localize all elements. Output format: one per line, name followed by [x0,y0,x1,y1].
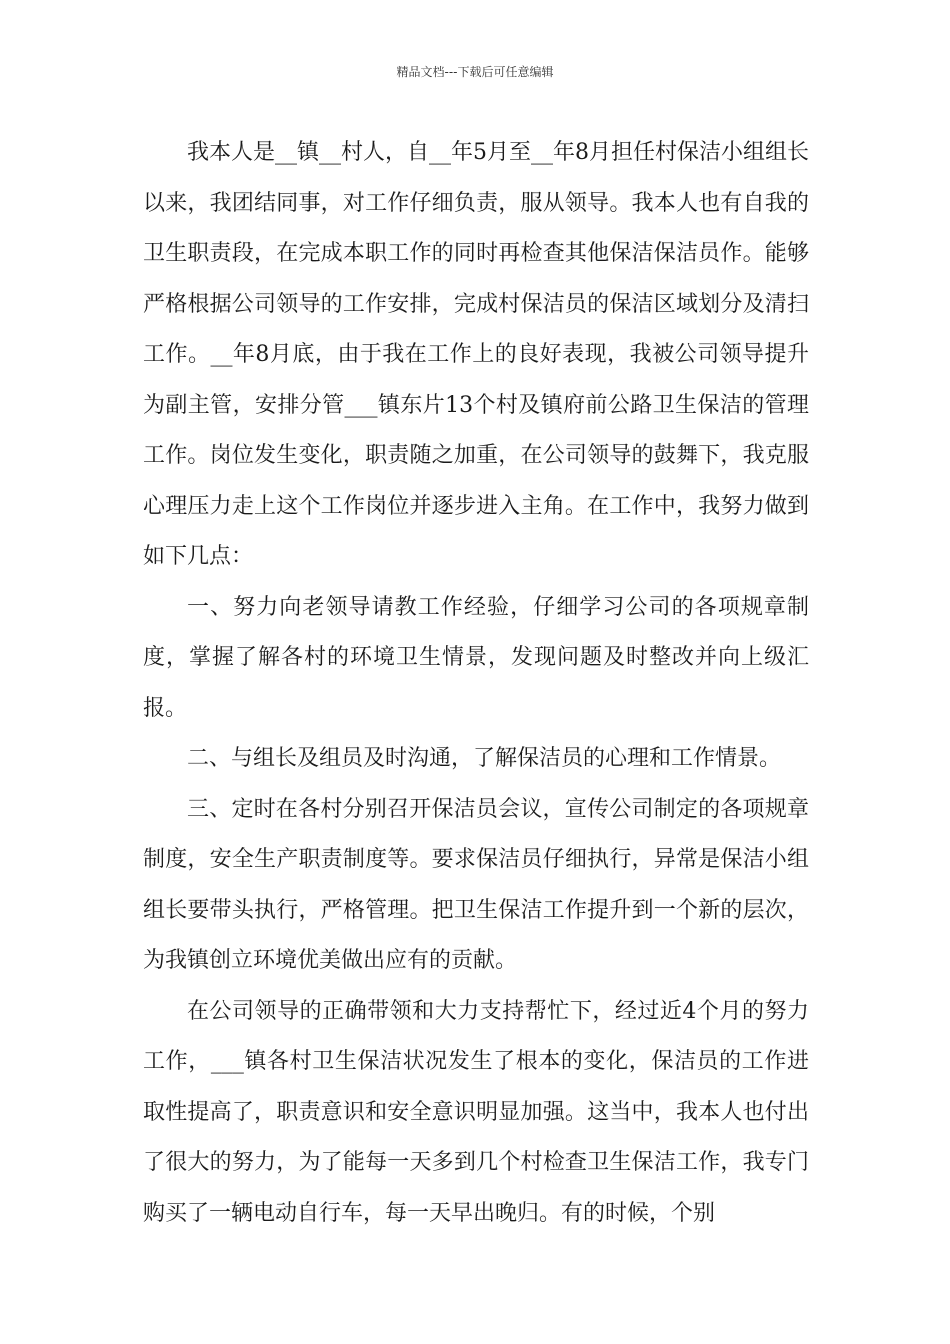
document-body [143,128,809,1239]
paragraph-point-one: 一、努力向老领导请教工作经验，仔细学习公司的各项规章制度，掌握了解各村的环境卫生情景，发现问题及时整改并向上级汇报。 [143,594,809,721]
paragraph-intro: 我本人是__镇__村人，自__年5月至__年8月担任村保洁小组组长以来，我团结同事，对工作仔细负责，服从领导。我本人也有自我的卫生职责段，在完成本职工作的同时再检查其他保洁保洁员作。能够严格根据公司领导的工作安排，完成村保洁员的保洁区域划分及清扫工作。__年8月底，由于我在工作上的良好表现，我被公司领导提升为副主管，安排分管___镇东片13个村及镇府前公路卫生保洁的管理工作。岗位发生变化，职责随之加重，在公司领导的鼓舞下，我克服心理压力走上这个工作岗位并逐步进入主角。在工作中，我努力做到如下几点： [143,140,809,569]
paragraph-point-three: 三、定时在各村分别召开保洁员会议，宣传公司制定的各项规章制度，安全生产职责制度等。要求保洁员仔细执行，异常是保洁小组组长要带头执行，严格管理。把卫生保洁工作提升到一个新的层次，为我镇创立环境优美做出应有的贡献。 [143,796,809,973]
paragraph-results: 在公司领导的正确带领和大力支持帮忙下，经过近4个月的努力工作，___镇各村卫生保洁状况发生了根本的变化，保洁员的工作进取性提高了，职责意识和安全意识明显加强。这当中，我本人也付出了很大的努力，为了能每一天多到几个村检查卫生保洁工作，我专门购买了一辆电动自行车，每一天早出晚归。有的时候，个别 [143,998,809,1226]
page-header: 精品文档---下载后可任意编辑 [396,65,554,79]
paragraph-point-two: 二、与组长及组员及时沟通，了解保洁员的心理和工作情景。 [187,746,782,771]
